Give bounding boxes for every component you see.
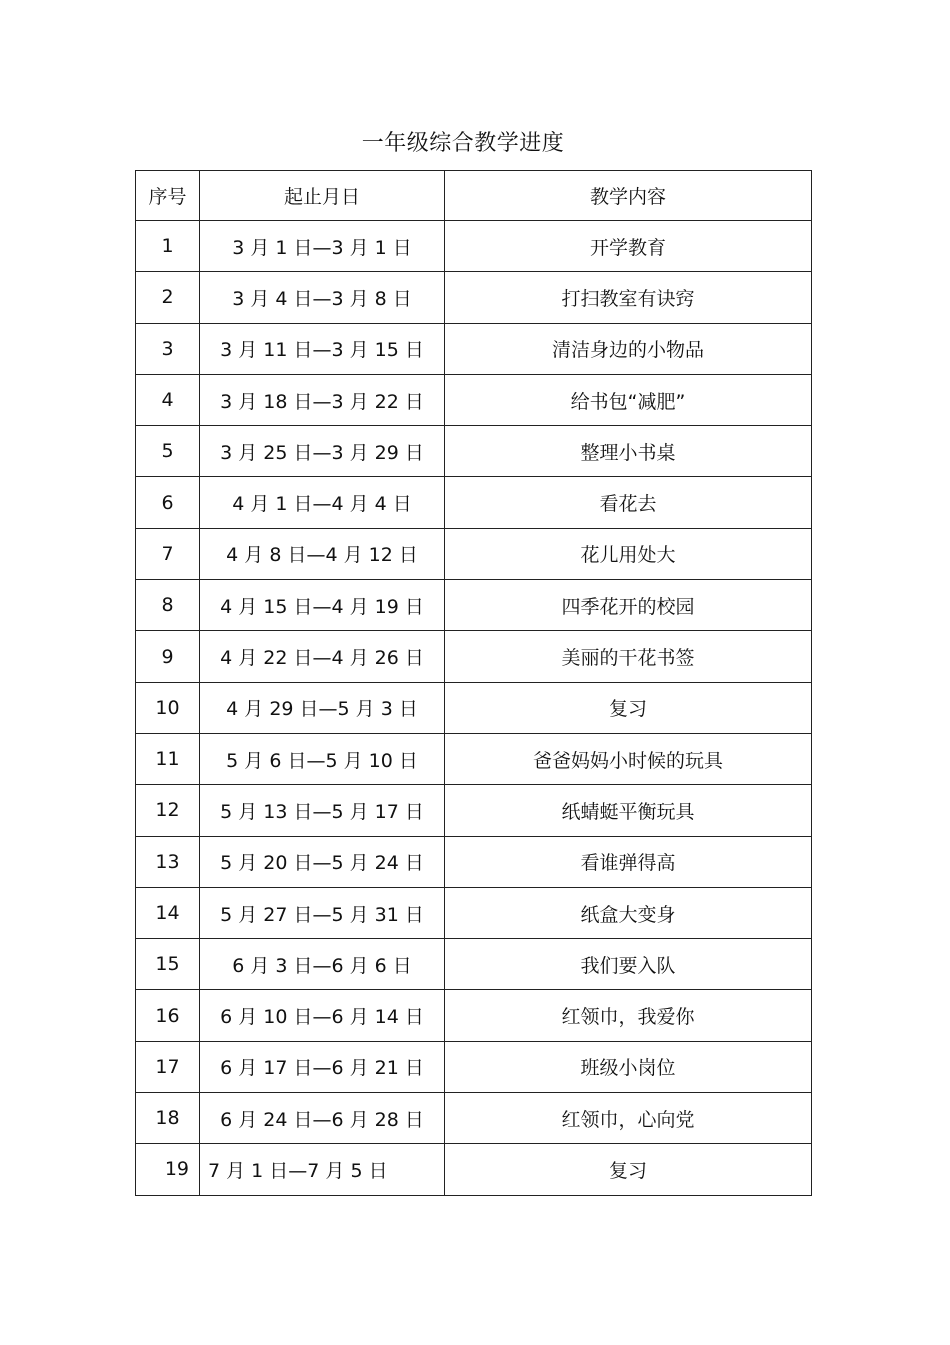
row-date-range: 4 月 1 日—4 月 4 日: [200, 477, 445, 528]
row-date-range: 5 月 6 日—5 月 10 日: [200, 733, 445, 784]
row-teaching-content: 复习: [445, 1144, 812, 1195]
table-row: [136, 272, 812, 323]
row-serial-number: 18: [136, 1093, 200, 1144]
table-row: [136, 785, 812, 836]
row-teaching-content: 花儿用处大: [445, 528, 812, 579]
table-row: [136, 733, 812, 784]
table-row: [136, 1093, 812, 1144]
row-date-range: 6 月 24 日—6 月 28 日: [200, 1093, 445, 1144]
table-row: [136, 682, 812, 733]
row-serial-number: 13: [136, 836, 200, 887]
row-teaching-content: 红领巾，我爱你: [445, 990, 812, 1041]
schedule-table: [135, 170, 812, 1196]
row-serial-number: 5: [136, 426, 200, 477]
table-row: [136, 836, 812, 887]
row-serial-number: 14: [136, 887, 200, 938]
table-header-row: [136, 171, 812, 221]
row-serial-number: 15: [136, 939, 200, 990]
row-date-range: 4 月 22 日—4 月 26 日: [200, 631, 445, 682]
row-serial-number: 19: [136, 1144, 200, 1195]
row-date-range: 5 月 13 日—5 月 17 日: [200, 785, 445, 836]
table-row: [136, 426, 812, 477]
row-date-range: 3 月 11 日—3 月 15 日: [200, 323, 445, 374]
row-teaching-content: 班级小岗位: [445, 1041, 812, 1092]
table-row: [136, 939, 812, 990]
row-serial-number: 8: [136, 580, 200, 631]
row-serial-number: 9: [136, 631, 200, 682]
row-serial-number: 17: [136, 1041, 200, 1092]
row-date-range: 5 月 20 日—5 月 24 日: [200, 836, 445, 887]
row-serial-number: 10: [136, 682, 200, 733]
row-date-range: 7 月 1 日—7 月 5 日: [200, 1144, 445, 1195]
header-date-range: 起止月日: [200, 171, 445, 221]
row-teaching-content: 看花去: [445, 477, 812, 528]
row-serial-number: 4: [136, 374, 200, 425]
row-teaching-content: 纸蜻蜓平衡玩具: [445, 785, 812, 836]
row-teaching-content: 四季花开的校园: [445, 580, 812, 631]
row-date-range: 3 月 1 日—3 月 1 日: [200, 221, 445, 272]
row-serial-number: 12: [136, 785, 200, 836]
row-serial-number: 1: [136, 221, 200, 272]
table-row: [136, 221, 812, 272]
row-serial-number: 6: [136, 477, 200, 528]
row-teaching-content: 红领巾，心向党: [445, 1093, 812, 1144]
table-row: [136, 528, 812, 579]
row-teaching-content: 纸盒大变身: [445, 887, 812, 938]
row-teaching-content: 我们要入队: [445, 939, 812, 990]
row-serial-number: 7: [136, 528, 200, 579]
row-teaching-content: 复习: [445, 682, 812, 733]
row-teaching-content: 清洁身边的小物品: [445, 323, 812, 374]
row-date-range: 4 月 8 日—4 月 12 日: [200, 528, 445, 579]
row-date-range: 3 月 4 日—3 月 8 日: [200, 272, 445, 323]
row-teaching-content: 爸爸妈妈小时候的玩具: [445, 733, 812, 784]
row-date-range: 5 月 27 日—5 月 31 日: [200, 887, 445, 938]
table-row: [136, 887, 812, 938]
row-date-range: 4 月 29 日—5 月 3 日: [200, 682, 445, 733]
table-row: [136, 477, 812, 528]
row-teaching-content: 整理小书桌: [445, 426, 812, 477]
row-teaching-content: 开学教育: [445, 221, 812, 272]
row-serial-number: 3: [136, 323, 200, 374]
table-row: [136, 1144, 812, 1195]
table-row: [136, 631, 812, 682]
row-serial-number: 11: [136, 733, 200, 784]
row-teaching-content: 看谁弹得高: [445, 836, 812, 887]
row-date-range: 6 月 10 日—6 月 14 日: [200, 990, 445, 1041]
document-title: 一年级综合教学进度: [361, 131, 565, 156]
row-date-range: 3 月 25 日—3 月 29 日: [200, 426, 445, 477]
header-teaching-content: 教学内容: [445, 171, 812, 221]
row-teaching-content: 打扫教室有诀窍: [445, 272, 812, 323]
row-serial-number: 2: [136, 272, 200, 323]
header-serial-number: 序号: [136, 171, 200, 221]
row-serial-number: 16: [136, 990, 200, 1041]
table-row: [136, 990, 812, 1041]
table-row: [136, 374, 812, 425]
row-teaching-content: 美丽的干花书签: [445, 631, 812, 682]
row-date-range: 4 月 15 日—4 月 19 日: [200, 580, 445, 631]
table-row: [136, 323, 812, 374]
row-date-range: 3 月 18 日—3 月 22 日: [200, 374, 445, 425]
row-date-range: 6 月 3 日—6 月 6 日: [200, 939, 445, 990]
row-teaching-content: 给书包“减肥”: [445, 374, 812, 425]
table-row: [136, 1041, 812, 1092]
row-date-range: 6 月 17 日—6 月 21 日: [200, 1041, 445, 1092]
table-row: [136, 580, 812, 631]
